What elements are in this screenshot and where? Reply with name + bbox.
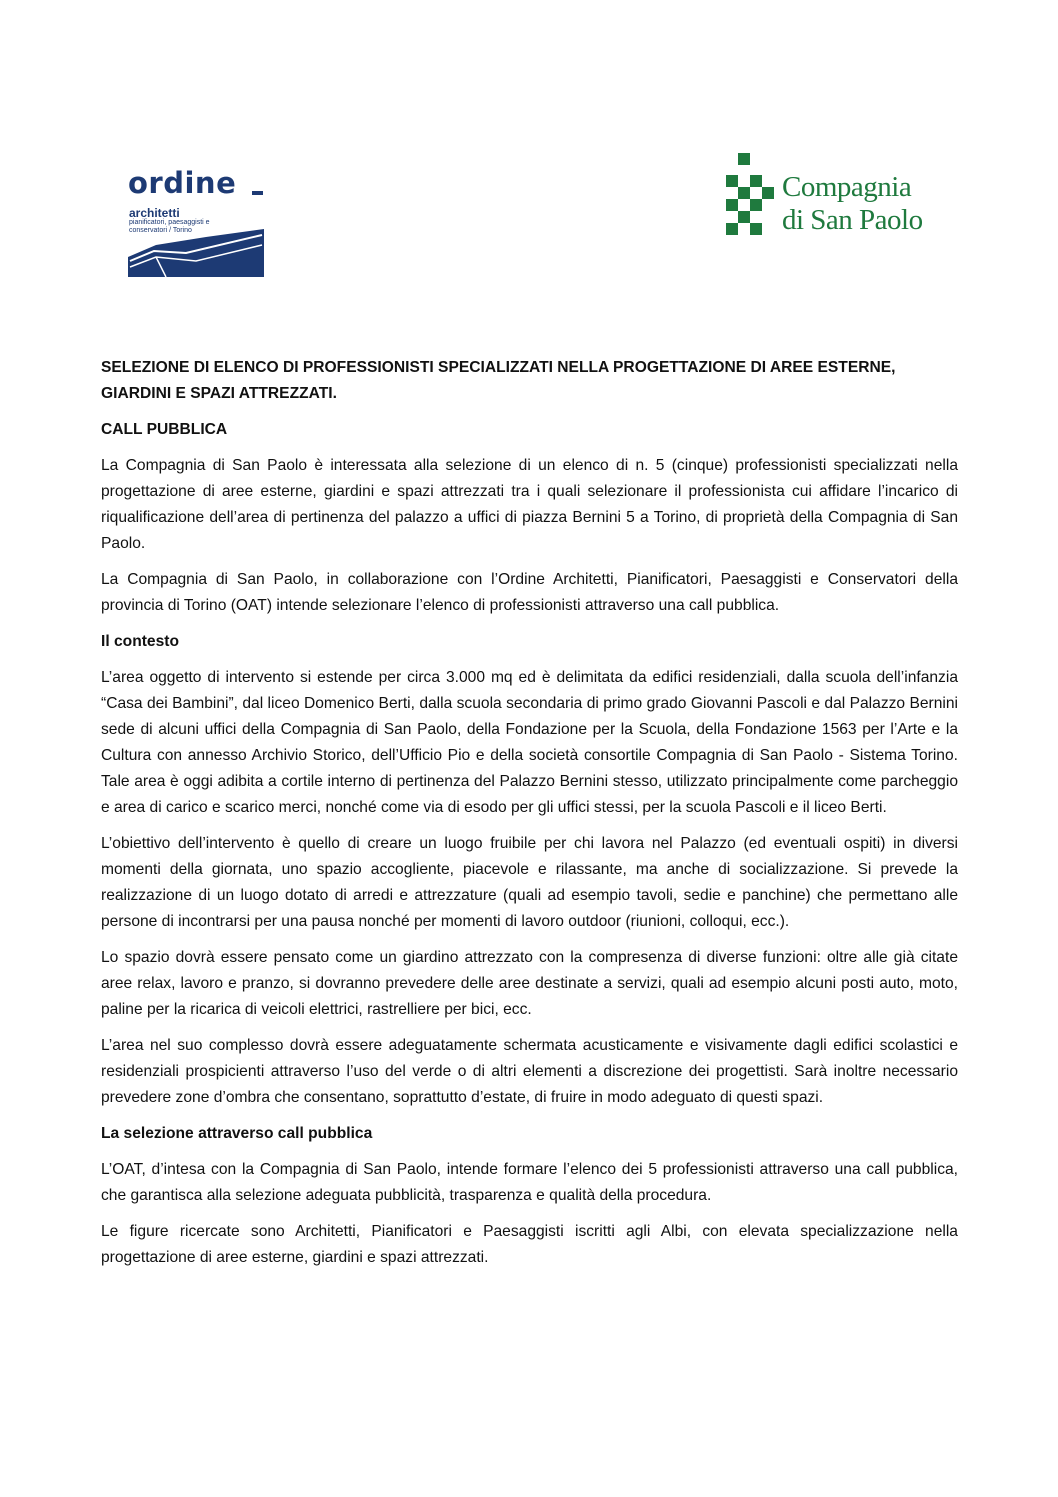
oat-logo-line1: architetti bbox=[129, 206, 180, 220]
document-subtitle: CALL PUBBLICA bbox=[101, 421, 228, 438]
contesto-paragraph-1: L’area oggetto di intervento si estende per circa 3.000 mq ed è delimitata da edifici residenziali, dalla scuola dell’infanzia “Casa dei Bambini”, dal liceo Domenico Berti, dalla scuola secondaria di primo grado Giovanni Pascoli e dal Palazzo Bernini sede di alcuni uffici della Compagnia di San Paolo, della Fondazione per la Scuola, della Fondazione 1563 per l’Arte e la Cultura con annesso Archivio Storico, dell’Ufficio Pio e della società consortile Compagnia di San Paolo - Sistema Torino. Tale area è oggi adibita a cortile interno di pertinenza del Palazzo Bernini stesso, utilizzato principalmente come parcheggio e area di carico e scarico merci, nonché come via di esodo per gli uffici stessi, per la scuola Pascoli e il liceo Berti. bbox=[101, 669, 958, 816]
selezione-paragraph-2: Le figure ricercate sono Architetti, Pianificatori e Paesaggisti iscritti agli Albi, con elevata specializzazione nella progettazione di aree esterne, giardini e spazi attrezzati. bbox=[101, 1223, 958, 1266]
compagnia-logo-name-line2: di San Paolo bbox=[782, 204, 923, 236]
compagnia-logo-name-line1: Compagnia bbox=[782, 171, 912, 203]
intro-paragraph-2: La Compagnia di San Paolo, in collaborazione con l’Ordine Architetti, Pianificatori, Paesaggisti e Conservatori della provincia di Torino (OAT) intende selezionare l’elenco di professionisti attraverso una call pubblica. bbox=[101, 571, 958, 614]
selezione-paragraph-1: L’OAT, d’intesa con la Compagnia di San Paolo, intende formare l’elenco dei 5 professionisti attraverso una call pubblica, che garantisca alla selezione adeguata pubblicità, trasparenza e qualità della procedura. bbox=[101, 1161, 958, 1204]
oat-logo-word: ordine bbox=[128, 166, 237, 200]
oat-logo bbox=[126, 167, 276, 279]
section-heading-selezione: La selezione attraverso call pubblica bbox=[101, 1125, 373, 1142]
contesto-paragraph-4: L’area nel suo complesso dovrà essere adeguatamente schermata acusticamente e visivamente dagli edifici scolastici e residenziali prospicienti attraverso l’uso del verde o di altri elementi a discrezione dei progettisti. Sarà inoltre necessario prevedere zone d’ombra che consentano, soprattutto d’estate, di fruire in modo adeguato di questi spazi. bbox=[101, 1037, 958, 1106]
oat-logo-mark-icon bbox=[126, 227, 266, 279]
contesto-paragraph-3: Lo spazio dovrà essere pensato come un giardino attrezzato con la compresenza di diverse funzioni: oltre alle già citate aree relax, lavoro e pranzo, si dovranno prevedere delle aree destinate a servizi, quali ad esempio alcuni posti auto, moto, paline per la ricarica di veicoli elettrici, rastrelliere per bici, ecc. bbox=[101, 949, 958, 1018]
oat-logo-line2: pianificatori, paesaggisti e conservatori / Torino bbox=[129, 219, 210, 234]
section-heading-contesto: Il contesto bbox=[101, 633, 179, 650]
compagnia-checker-icon bbox=[724, 153, 780, 237]
contesto-paragraph-2: L’obiettivo dell’intervento è quello di creare un luogo fruibile per chi lavora nel Palazzo (ed eventuali ospiti) in diversi momenti della giornata, uno spazio accogliente, piacevole e rilassante, ma anche di socializzazione. Si prevede la realizzazione di un luogo dotato di arredi e attrezzature (quali ad esempio tavoli, sedie e panchine) che permettano alle persone di incontrarsi per una pausa nonché per momenti di lavoro outdoor (riunioni, colloqui, ecc.). bbox=[101, 835, 958, 930]
intro-paragraph-1: La Compagnia di San Paolo è interessata alla selezione di un elenco di n. 5 (cinque) professionisti specializzati nella progettazione di aree esterne, giardini e spazi attrezzati tra i quali selezionare il professionista cui affidare l’incarico di riqualificazione dell’area di pertinenza del palazzo a uffici di piazza Bernini 5 a Torino, di proprietà della Compagnia di San Paolo. bbox=[101, 457, 958, 552]
document-title: SELEZIONE DI ELENCO DI PROFESSIONISTI SPECIALIZZATI NELLA PROGETTAZIONE DI AREE ESTERNE, GIARDINI E SPAZI ATTREZZATI. bbox=[101, 359, 896, 402]
document-body bbox=[101, 355, 958, 1271]
compagnia-logo bbox=[724, 153, 924, 243]
oat-logo-dash bbox=[252, 191, 263, 195]
